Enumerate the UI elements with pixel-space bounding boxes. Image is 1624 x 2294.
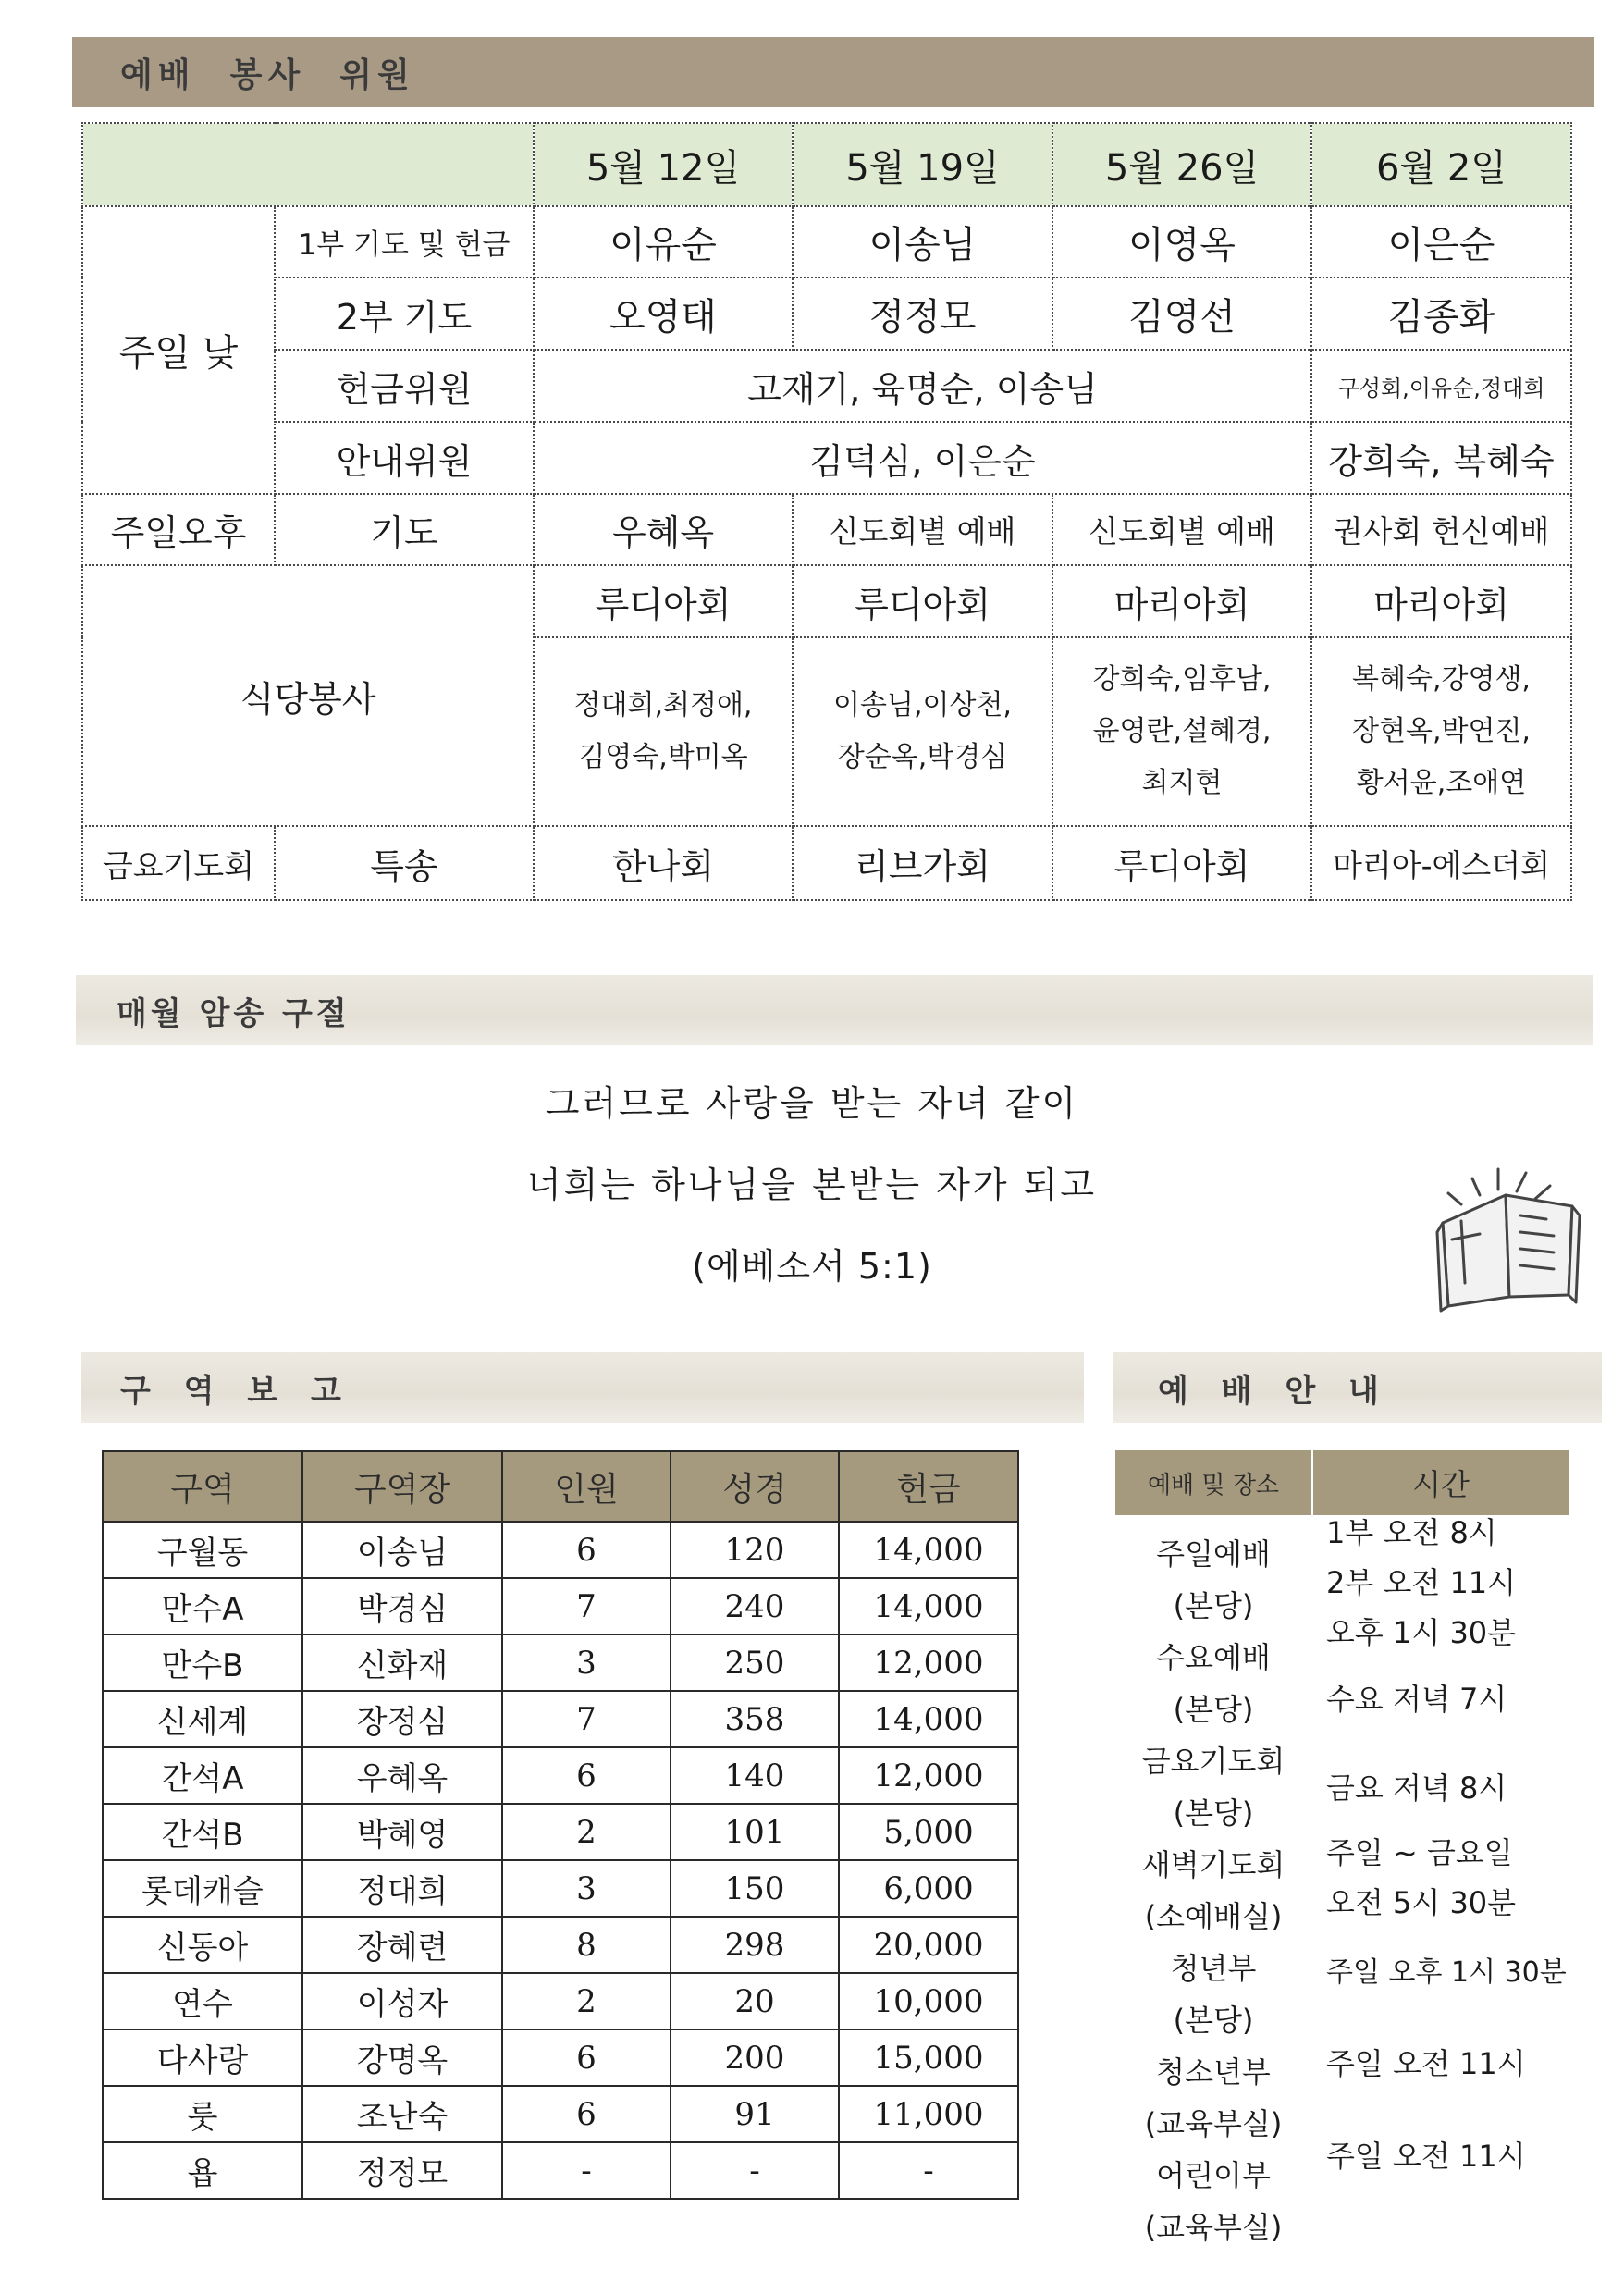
kitchen-member-line: 김영숙,박미옥 bbox=[578, 741, 748, 773]
kitchen-member-line: 복혜숙,강영생, bbox=[1352, 663, 1531, 696]
second-prayer-name: 오영태 bbox=[534, 278, 793, 350]
kitchen-member-line: 장현옥,박연진, bbox=[1352, 715, 1531, 747]
guide-place: (본당) bbox=[1173, 1692, 1254, 1727]
table-cell: 2 bbox=[502, 1973, 671, 2029]
pm-prayer-name: 권사회 헌신예배 bbox=[1311, 494, 1571, 565]
table-cell: 11,000 bbox=[839, 2086, 1018, 2142]
guide-time: 주일 오후 1시 30분 bbox=[1326, 1956, 1567, 1989]
kitchen-group: 루디아회 bbox=[534, 565, 793, 637]
table-cell: 3 bbox=[502, 1634, 671, 1691]
guide-place: 청년부 bbox=[1170, 1951, 1257, 1986]
usher-committee-names-last: 강희숙, 복혜숙 bbox=[1311, 422, 1571, 494]
kitchen-members bbox=[1052, 637, 1311, 826]
table-cell: 간석A bbox=[103, 1747, 302, 1804]
column-header: 인원 bbox=[502, 1451, 671, 1522]
table-row bbox=[103, 2086, 1018, 2142]
table-cell: 장혜련 bbox=[302, 1917, 502, 1973]
table-cell: 358 bbox=[671, 1691, 839, 1747]
verse-line-2: 너희는 하나님을 본받는 자가 되고 bbox=[526, 1165, 1098, 1205]
table-cell: 만수B bbox=[103, 1634, 302, 1691]
first-prayer-name: 이유순 bbox=[534, 206, 793, 278]
second-prayer-label: 2부 기도 bbox=[275, 278, 534, 350]
table-cell: 101 bbox=[671, 1804, 839, 1860]
first-prayer-name: 이송님 bbox=[793, 206, 1052, 278]
table-row bbox=[103, 1804, 1018, 1860]
verse-line-1: 그러므로 사랑을 받는 자녀 같이 bbox=[545, 1083, 1079, 1124]
table-cell: 298 bbox=[671, 1917, 839, 1973]
table-cell: 10,000 bbox=[839, 1973, 1018, 2029]
date-header: 6월 2일 bbox=[1311, 123, 1571, 206]
table-cell: 6 bbox=[502, 1747, 671, 1804]
table-row bbox=[103, 1691, 1018, 1747]
guide-place: (교육부실) bbox=[1144, 2210, 1283, 2245]
guide-place: (교육부실) bbox=[1144, 2106, 1283, 2141]
guide-place: (본당) bbox=[1173, 2003, 1254, 2038]
guide-place: 주일예배 bbox=[1156, 1536, 1271, 1572]
offering-committee-names-last: 구성회,이유순,정대희 bbox=[1311, 350, 1571, 422]
table-cell: 구월동 bbox=[103, 1522, 302, 1578]
guide-time: 주일 ~ 금요일 bbox=[1326, 1835, 1513, 1870]
table-cell: 91 bbox=[671, 2086, 839, 2142]
district-section-title: 구 역 보 고 bbox=[120, 1372, 352, 1410]
table-cell: 15,000 bbox=[839, 2029, 1018, 2086]
table-cell: 6 bbox=[502, 1522, 671, 1578]
table-cell: 우혜옥 bbox=[302, 1747, 502, 1804]
pm-prayer-name: 신도회별 예배 bbox=[1052, 494, 1311, 565]
guide-place-list bbox=[1115, 1528, 1311, 2253]
table-cell: 만수A bbox=[103, 1578, 302, 1634]
second-prayer-name: 김영선 bbox=[1052, 278, 1311, 350]
guide-header-place: 예배 및 장소 bbox=[1115, 1450, 1311, 1515]
table-cell: - bbox=[502, 2142, 671, 2199]
table-cell: 6 bbox=[502, 2086, 671, 2142]
table-row bbox=[103, 1973, 1018, 2029]
table-cell: 20 bbox=[671, 1973, 839, 2029]
guide-place: 어린이부 bbox=[1156, 2158, 1271, 2193]
table-cell: 200 bbox=[671, 2029, 839, 2086]
second-prayer-name: 김종화 bbox=[1311, 278, 1571, 350]
guide-place: (본당) bbox=[1173, 1795, 1254, 1831]
offering-committee-names: 고재기, 육명순, 이송님 bbox=[534, 350, 1311, 422]
service-committee-table bbox=[81, 122, 1572, 901]
guide-place: 금요기도회 bbox=[1141, 1744, 1286, 1779]
guide-place: 청소년부 bbox=[1156, 2054, 1271, 2090]
table-cell: 20,000 bbox=[839, 1917, 1018, 1973]
table-cell: 신동아 bbox=[103, 1917, 302, 1973]
kitchen-service-label: 식당봉사 bbox=[82, 565, 534, 826]
table-cell: 6,000 bbox=[839, 1860, 1018, 1917]
kitchen-members bbox=[534, 637, 793, 826]
table-cell: 이성자 bbox=[302, 1973, 502, 2029]
friday-prayer-label: 금요기도회 bbox=[82, 826, 275, 900]
special-song-group: 루디아회 bbox=[1052, 826, 1311, 900]
table-cell: 다사랑 bbox=[103, 2029, 302, 2086]
table-cell: - bbox=[839, 2142, 1018, 2199]
bible-icon bbox=[1424, 1158, 1591, 1315]
table-cell: 롯데캐슬 bbox=[103, 1860, 302, 1917]
table-cell: 6 bbox=[502, 2029, 671, 2086]
table-cell: 140 bbox=[671, 1747, 839, 1804]
kitchen-member-line: 황서윤,조애연 bbox=[1356, 767, 1527, 799]
table-cell: 240 bbox=[671, 1578, 839, 1634]
guide-time: 주일 오전 11시 bbox=[1326, 2046, 1526, 2081]
table-cell: 강명옥 bbox=[302, 2029, 502, 2086]
table-cell: 욥 bbox=[103, 2142, 302, 2199]
table-row bbox=[103, 2142, 1018, 2199]
table-cell: 120 bbox=[671, 1522, 839, 1578]
table-cell: 2 bbox=[502, 1804, 671, 1860]
table-cell: 조난숙 bbox=[302, 2086, 502, 2142]
table-cell: - bbox=[671, 2142, 839, 2199]
sunday-afternoon-label: 주일오후 bbox=[82, 494, 275, 565]
guide-time: 2부 오전 11시 bbox=[1326, 1565, 1517, 1600]
table-cell: 14,000 bbox=[839, 1578, 1018, 1634]
column-header: 구역 bbox=[103, 1451, 302, 1522]
guide-table-header bbox=[1115, 1450, 1569, 1515]
first-prayer-name: 이영옥 bbox=[1052, 206, 1311, 278]
kitchen-member-line: 이송님,이상천, bbox=[833, 689, 1012, 722]
usher-committee-names: 김덕심, 이은순 bbox=[534, 422, 1311, 494]
guide-section-header bbox=[1113, 1352, 1602, 1423]
kitchen-members bbox=[1311, 637, 1571, 826]
table-row bbox=[103, 1522, 1018, 1578]
table-row bbox=[103, 1860, 1018, 1917]
pm-prayer-label: 기도 bbox=[275, 494, 534, 565]
table-cell: 3 bbox=[502, 1860, 671, 1917]
table-cell: 12,000 bbox=[839, 1747, 1018, 1804]
date-header: 5월 19일 bbox=[793, 123, 1052, 206]
header-blank-cell bbox=[82, 123, 534, 206]
kitchen-member-line: 윤영란,설혜경, bbox=[1092, 715, 1272, 747]
table-cell: 이송님 bbox=[302, 1522, 502, 1578]
special-song-group: 한나회 bbox=[534, 826, 793, 900]
pm-prayer-name: 우혜옥 bbox=[534, 494, 793, 565]
table-row bbox=[103, 2029, 1018, 2086]
service-section-title: 예배 봉사 위원 bbox=[120, 56, 415, 94]
first-prayer-label: 1부 기도 및 헌금 bbox=[275, 206, 534, 278]
kitchen-group: 루디아회 bbox=[793, 565, 1052, 637]
table-cell: 250 bbox=[671, 1634, 839, 1691]
table-cell: 룻 bbox=[103, 2086, 302, 2142]
sunday-day-label: 주일 낮 bbox=[82, 206, 275, 494]
second-prayer-name: 정정모 bbox=[793, 278, 1052, 350]
date-header: 5월 26일 bbox=[1052, 123, 1311, 206]
district-section-header bbox=[81, 1352, 1084, 1423]
table-cell: 정정모 bbox=[302, 2142, 502, 2199]
table-cell: 5,000 bbox=[839, 1804, 1018, 1860]
kitchen-group: 마리아회 bbox=[1311, 565, 1571, 637]
offering-committee-label: 헌금위원 bbox=[275, 350, 534, 422]
kitchen-members bbox=[793, 637, 1052, 826]
verse-section-header bbox=[76, 975, 1593, 1045]
table-cell: 7 bbox=[502, 1578, 671, 1634]
table-cell: 간석B bbox=[103, 1804, 302, 1860]
table-cell: 12,000 bbox=[839, 1634, 1018, 1691]
guide-section-title: 예 배 안 내 bbox=[1158, 1372, 1390, 1410]
guide-time: 오후 1시 30분 bbox=[1326, 1615, 1517, 1650]
table-cell: 신화재 bbox=[302, 1634, 502, 1691]
table-row bbox=[103, 1578, 1018, 1634]
column-header: 헌금 bbox=[839, 1451, 1018, 1522]
guide-place: (본당) bbox=[1173, 1588, 1254, 1623]
table-cell: 14,000 bbox=[839, 1691, 1018, 1747]
column-header: 구역장 bbox=[302, 1451, 502, 1522]
verse-reference: (에베소서 5:1) bbox=[692, 1246, 932, 1287]
guide-time: 금요 저녁 8시 bbox=[1326, 1770, 1507, 1806]
table-row bbox=[103, 1917, 1018, 1973]
guide-place: 새벽기도회 bbox=[1141, 1847, 1286, 1882]
table-cell: 박경심 bbox=[302, 1578, 502, 1634]
kitchen-member-line: 최지현 bbox=[1141, 767, 1223, 799]
pm-prayer-name: 신도회별 예배 bbox=[793, 494, 1052, 565]
guide-time: 수요 저녁 7시 bbox=[1326, 1682, 1507, 1717]
table-cell: 신세계 bbox=[103, 1691, 302, 1747]
guide-time: 주일 오전 11시 bbox=[1326, 2139, 1526, 2174]
table-cell: 정대희 bbox=[302, 1860, 502, 1917]
table-row bbox=[103, 1634, 1018, 1691]
first-prayer-name: 이은순 bbox=[1311, 206, 1571, 278]
special-song-group: 마리아-에스더회 bbox=[1311, 826, 1571, 900]
table-row bbox=[103, 1747, 1018, 1804]
kitchen-member-line: 정대희,최정애, bbox=[573, 689, 753, 722]
guide-place: 수요예배 bbox=[1156, 1640, 1271, 1675]
table-cell: 14,000 bbox=[839, 1522, 1018, 1578]
usher-committee-label: 안내위원 bbox=[275, 422, 534, 494]
kitchen-member-line: 강희숙,임후남, bbox=[1092, 663, 1272, 696]
guide-time: 1부 오전 8시 bbox=[1326, 1515, 1497, 1550]
guide-time: 오전 5시 30분 bbox=[1326, 1885, 1517, 1920]
kitchen-group: 마리아회 bbox=[1052, 565, 1311, 637]
service-section-header bbox=[72, 37, 1594, 107]
kitchen-member-line: 장순옥,박경심 bbox=[837, 741, 1008, 773]
table-cell: 연수 bbox=[103, 1973, 302, 2029]
verse-section-title: 매월 암송 구절 bbox=[117, 994, 351, 1032]
column-header: 성경 bbox=[671, 1451, 839, 1522]
special-song-label: 특송 bbox=[275, 826, 534, 900]
guide-place: (소예배실) bbox=[1144, 1899, 1283, 1934]
guide-header-time: 시간 bbox=[1313, 1450, 1569, 1515]
date-header: 5월 12일 bbox=[534, 123, 793, 206]
table-cell: 8 bbox=[502, 1917, 671, 1973]
table-cell: 장정심 bbox=[302, 1691, 502, 1747]
district-report-table bbox=[102, 1450, 1019, 2200]
table-cell: 150 bbox=[671, 1860, 839, 1917]
table-cell: 박혜영 bbox=[302, 1804, 502, 1860]
table-cell: 7 bbox=[502, 1691, 671, 1747]
special-song-group: 리브가회 bbox=[793, 826, 1052, 900]
